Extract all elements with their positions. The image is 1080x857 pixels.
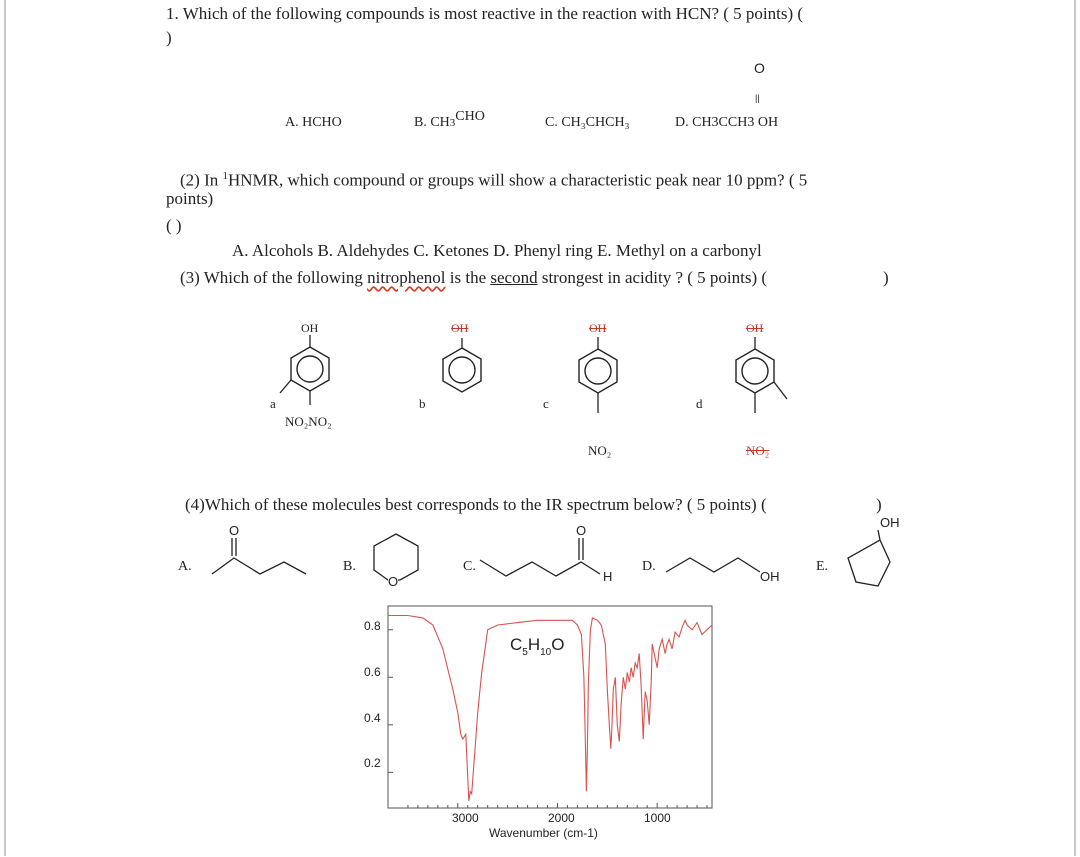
q4-label-d: D. [642, 559, 656, 574]
q3-close: ) [883, 268, 889, 287]
ir-spectrum-line [388, 616, 712, 801]
q2-line1-post: HNMR, which compound or groups will show a characteristic peak near 10 ppm? ( 5 [227, 170, 808, 190]
ir-plot-frame [388, 606, 712, 808]
q3-nitrophenol: nitrophenol [367, 268, 446, 287]
ir-spectrum-chart [360, 600, 720, 845]
q3-c-oh: OH [589, 321, 607, 335]
q4-e-oh: OH [880, 515, 900, 530]
ir-ytick-0.6: 0.6 [364, 665, 381, 679]
q2-line1 [180, 166, 807, 191]
q3-structure-c-ring [568, 337, 628, 427]
q1-option-c: C. CH₃CHCH₃ [545, 115, 630, 130]
q4-b-o: O [388, 572, 398, 592]
ir-formula-o: O [551, 635, 565, 654]
q4-close: ) [876, 495, 882, 514]
q3-second: second [490, 268, 538, 287]
ir-formula-h: H [527, 635, 541, 654]
ir-formula-c: C [510, 635, 523, 654]
q3-question [180, 268, 767, 288]
q3-pre: (3) Which of the following [180, 268, 368, 287]
q4-label-b: B. [343, 559, 356, 574]
q1-option-b-sup: CHO [455, 109, 485, 124]
q3-b-oh: OH [451, 321, 469, 335]
ir-xlabel: Wavenumber (cm-1) [489, 826, 598, 840]
q3-a-oh: OH [301, 321, 319, 335]
q1-option-b-sub: 3 [449, 117, 456, 129]
q2-line2: points) [166, 189, 214, 208]
q2-line1-sup: 1 [222, 170, 228, 182]
q2-line1-pre: (2) In [180, 170, 223, 190]
q3-c-label: c [543, 396, 549, 411]
q1-option-a: A. HCHO [285, 115, 342, 130]
q3-a-label: a [270, 396, 276, 411]
q3-b-label: b [419, 396, 426, 411]
q3-d-oh: OH [746, 321, 764, 335]
q1-paren-close: ) [166, 28, 172, 47]
q4-molecule-a [200, 536, 310, 581]
ir-formula-10: 10 [540, 647, 552, 658]
q4-molecule-c [474, 536, 614, 581]
q3-d-no2: NO₂ [746, 443, 770, 458]
q4-molecule-e [842, 530, 897, 590]
ir-xtick-2000: 2000 [548, 811, 575, 825]
ir-xtick-3000: 3000 [452, 811, 479, 825]
q4-label-a: A. [178, 559, 192, 574]
q1-question: 1. Which of the following compounds is most reactive in the reaction with HCN? ( 5 points) ( [166, 4, 804, 23]
q2-blank: ( ) [166, 216, 182, 235]
q4-label-c: C. [463, 559, 476, 574]
ir-ytick-0.8: 0.8 [364, 619, 381, 633]
ir-ytick-0.4: 0.4 [364, 711, 381, 725]
ir-xtick-1000: 1000 [644, 811, 671, 825]
q3-mid: is the [445, 268, 491, 287]
q1-carbonyl-o: O [754, 60, 765, 76]
q3-structure-a-ring [280, 335, 340, 415]
ir-formula [510, 635, 564, 658]
q4-molecule-d [662, 540, 772, 580]
q2-options: A. Alcohols B. Aldehydes C. Ketones D. Phenyl ring E. Methyl on a carbonyl [232, 241, 762, 260]
q4-a-o: O [229, 523, 240, 538]
q3-structure-b-ring [432, 338, 492, 408]
q4-d-oh: OH [760, 569, 780, 584]
q3-c-no2: NO₂ [588, 443, 612, 458]
q3-a-no2: NO₂NO₂ [285, 414, 332, 429]
q4-c-h: H [603, 569, 613, 584]
q3-structure-d-ring [725, 337, 795, 427]
q1-option-b [414, 109, 485, 133]
ir-formula-5: 5 [522, 647, 528, 658]
q3-post: strongest in acidity ? ( 5 points) ( [537, 268, 768, 287]
q4-question: (4)Which of these molecules best corresponds to the IR spectrum below? ( 5 points) ( [185, 495, 767, 514]
q1-option-b-prefix: B. CH [414, 115, 450, 130]
q4-label-e: E. [816, 559, 829, 574]
q3-d-label: d [696, 396, 703, 411]
ir-ytick-0.2: 0.2 [364, 756, 381, 770]
q1-carbonyl-bond: || [755, 93, 760, 103]
q4-c-o: O [576, 523, 587, 538]
q1-option-d: D. CH3CCH3 OH [675, 115, 779, 130]
